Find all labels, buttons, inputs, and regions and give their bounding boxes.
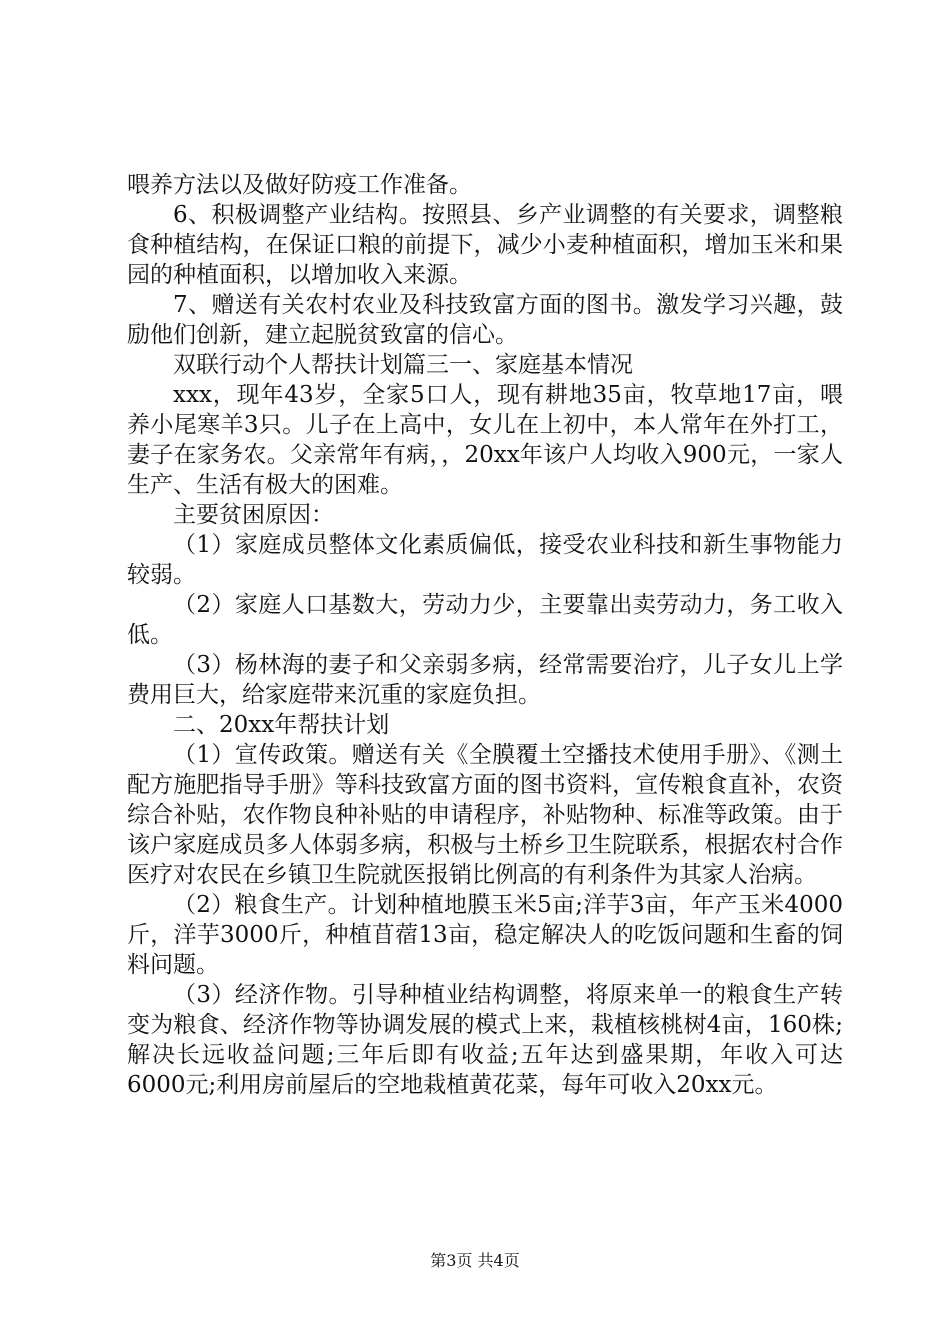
paragraph-cause-1: （1）家庭成员整体文化素质偏低，接受农业科技和新生事物能力较弱。	[127, 532, 843, 588]
paragraph-plan-3: （3）经济作物。引导种植业结构调整，将原来单一的粮食生产转变为粮食、经济作物等协调发展的模式上来，栽植核桃树4亩，160株;解决长远收益问题;三年后即有收益;五年达到盛果期，年收入可达6000元;利用房前屋后的空地栽植黄花菜，每年可收入20xx元。	[127, 982, 843, 1098]
paragraph-item-6: 6、积极调整产业结构。按照县、乡产业调整的有关要求，调整粮食种植结构，在保证口粮的前提下，减少小麦种植面积，增加玉米和果园的种植面积，以增加收入来源。	[127, 202, 843, 288]
paragraph-plan-2: （2）粮食生产。计划种植地膜玉米5亩;洋芋3亩，年产玉米4000斤，洋芋3000斤，种植苜蓿13亩，稳定解决人的吃饭问题和生畜的饲料问题。	[127, 892, 843, 978]
paragraph-cause-2: （2）家庭人口基数大，劳动力少，主要靠出卖劳动力，务工收入低。	[127, 592, 843, 648]
subheading-poverty-causes: 主要贫困原因：	[173, 502, 334, 528]
page-footer: 第3页 共4页	[430, 1251, 520, 1270]
paragraph-family-info: xxx，现年43岁，全家5口人，现有耕地35亩，牧草地17亩，喂养小尾寒羊3只。儿子在上高中，女儿在上初中，本人常年在外打工，妻子在家务农。父亲常年有病，，20xx年该户人均收入900元，一家人生产、生活有极大的困难。	[127, 382, 843, 498]
section-heading-family-info: 双联行动个人帮扶计划篇三一、家庭基本情况	[173, 352, 633, 378]
paragraph-continuation: 喂养方法以及做好防疫工作准备。	[127, 172, 472, 198]
section-heading-plan: 二、20xx年帮扶计划	[173, 712, 390, 738]
paragraph-cause-3: （3）杨林海的妻子和父亲弱多病，经常需要治疗，儿子女儿上学费用巨大，给家庭带来沉重的家庭负担。	[127, 652, 843, 708]
paragraph-item-7: 7、赠送有关农村农业及科技致富方面的图书。激发学习兴趣，鼓励他们创新，建立起脱贫致富的信心。	[127, 292, 843, 348]
document-body	[127, 170, 843, 1100]
paragraph-plan-1: （1）宣传政策。赠送有关《全膜覆土空播技术使用手册》、《测土配方施肥指导手册》等科技致富方面的图书资料，宣传粮食直补，农资综合补贴，农作物良种补贴的申请程序，补贴物种、标准等政策。由于该户家庭成员多人体弱多病，积极与土桥乡卫生院联系，根据农村合作医疗对农民在乡镇卫生院就医报销比例高的有利条件为其家人治病。	[127, 742, 843, 888]
